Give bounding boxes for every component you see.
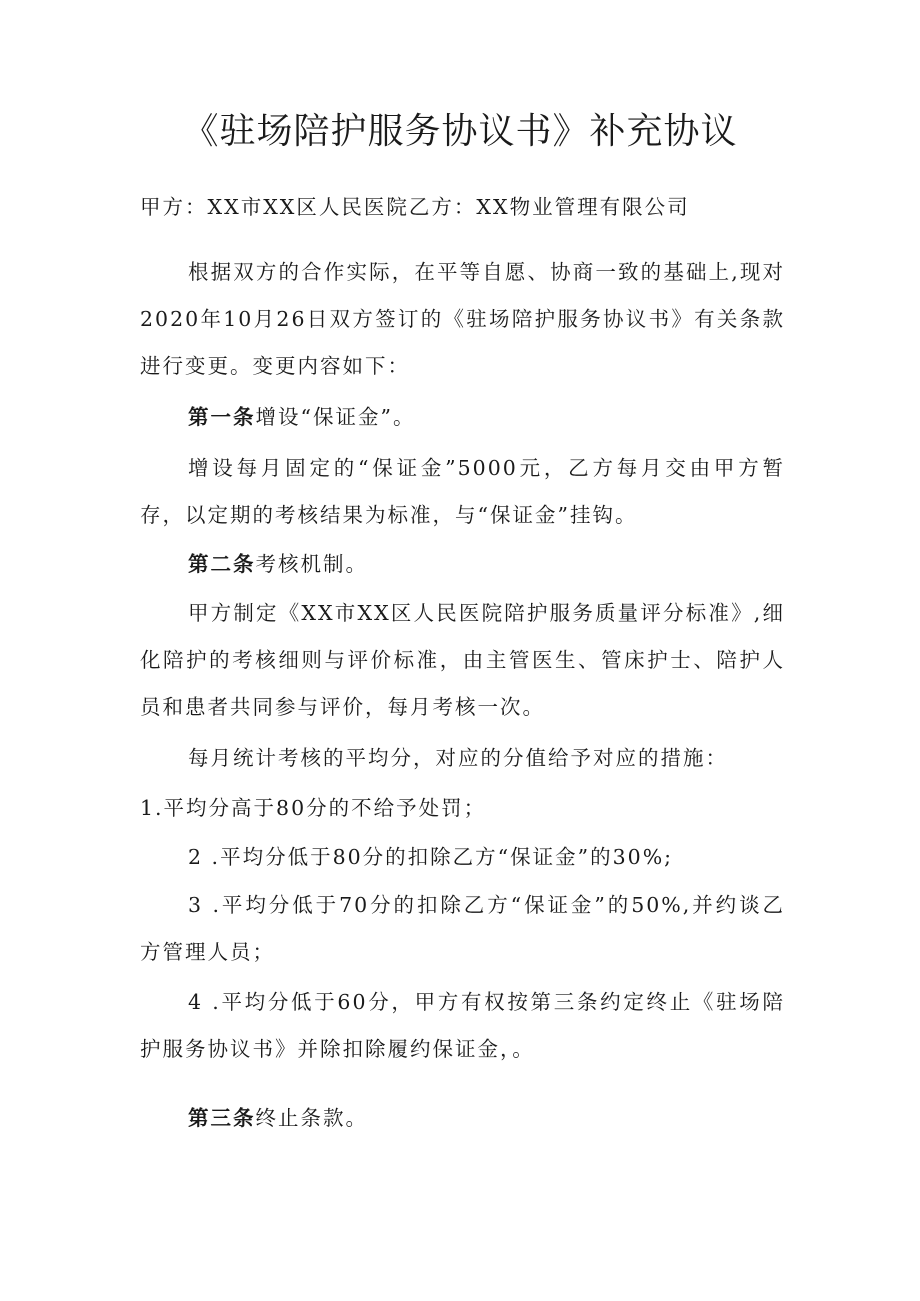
article-2-heading-line (140, 541, 785, 588)
article-1-heading: 第一条 (188, 405, 256, 429)
measure-item-1: 1.平均分高于80分的不给予处罚； (140, 796, 487, 820)
parties-line: 甲方：XX市XX区人民医院乙方：XX物业管理有限公司 (140, 195, 690, 219)
article-1-heading-line (140, 394, 785, 441)
measure-item-2: 2 .平均分低于80分的扣除乙方“保证金”的30%; (188, 845, 674, 869)
article-2-body: 甲方制定《XX市XX区人民医院陪护服务质量评分标准》,细化陪护的考核细则与评价标准，由主管医生、管床护士、陪护人员和患者共同参与评价，每月考核一次。 (140, 601, 785, 719)
intro-paragraph: 根据双方的合作实际，在平等自愿、协商一致的基础上,现对2020年10月26日双方签订的《驻场陪护服务协议书》有关条款进行变更。变更内容如下： (140, 260, 785, 378)
article-1-body: 增设每月固定的“保证金”5000元，乙方每月交由甲方暂存，以定期的考核结果为标准，与“保证金”挂钩。 (140, 456, 785, 527)
article-3-heading-line (140, 1095, 785, 1142)
measure-item-4: 4 .平均分低于60分，甲方有权按第三条约定终止《驻场陪护服务协议书》并除扣除履约保证金，。 (140, 990, 785, 1061)
article-2-heading: 第二条 (188, 552, 256, 576)
measure-item-3: 3 .平均分低于70分的扣除乙方“保证金”的50%,并约谈乙方管理人员； (140, 893, 785, 964)
article-2-title: 考核机制。 (255, 552, 368, 576)
article-3-heading: 第三条 (188, 1106, 256, 1130)
article-3-title: 终止条款。 (255, 1106, 368, 1130)
measures-intro: 每月统计考核的平均分，对应的分值给予对应的措施： (188, 746, 728, 770)
article-1-title: 增设“保证金”。 (255, 405, 416, 429)
document-title: 《驻场陪护服务协议书》补充协议 (182, 111, 738, 152)
